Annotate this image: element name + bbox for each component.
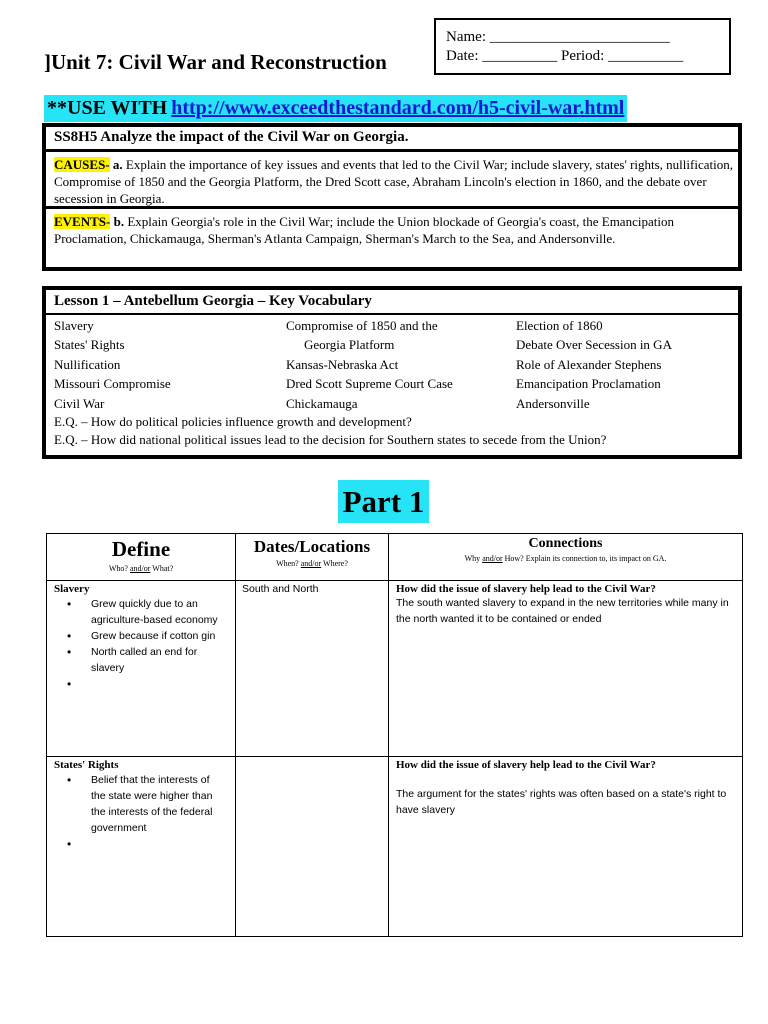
definition-list [47,596,235,692]
table-row [47,581,743,757]
events-letter: b. [113,214,125,229]
definition-item [47,836,235,852]
vocab-term: Andersonville [516,395,590,411]
vocab-term: Slavery [54,318,94,333]
table-header-row [47,534,743,581]
events-row [46,209,738,247]
essential-question-2: E.Q. – How did national political issues lead to the decision for Southern states to secede from the Union? [54,432,607,447]
define-subheader: Who? and/or What? [108,564,174,573]
define-cell[interactable] [47,757,236,937]
vocab-term: Nullification [54,356,121,372]
dates-header: Dates/Locations [253,537,371,556]
dates-header-cell [236,534,389,581]
vocab-term: States' Rights [54,337,125,353]
term-label: Slavery [54,583,90,595]
causes-letter: a. [112,157,123,172]
use-with-banner [44,95,627,122]
standard-box [42,123,742,271]
connection-answer: The south wanted slavery to expand in the new territories while many in the north wanted it to be contained or ended [396,597,729,625]
vocab-term: Civil War [54,395,105,411]
connections-header: Connections [528,536,603,551]
definition-item: • Belief that the interests of the state were higher than the interests of the federal government [47,772,235,836]
vocab-term: Georgia Platform [304,337,395,353]
vocab-term: Role of Alexander Stephens [516,356,662,372]
causes-row [46,152,738,209]
name-date-box [434,18,731,75]
vocab-column-3 [516,316,672,413]
causes-text: Explain the importance of key issues and events that led to the Civil War; include slavery, states' rights, nullification, Compromise of 1850 and the Georgia Platform, the Dred Scott case, Abraham Lincoln's election in 1860, and the debate over secession in Georgia. [54,157,733,206]
vocabulary-box [42,286,742,459]
vocab-term: Missouri Compromise [54,376,171,392]
vocab-column-1 [54,316,171,413]
vocab-column-2 [286,316,453,413]
definition-item: • Grew quickly due to an agriculture-based economy [47,596,235,628]
connections-cell[interactable] [389,757,743,937]
definition-item: • Grew because if cotton gin [47,628,235,644]
standard-heading: SS8H5 Analyze the impact of the Civil War on Georgia. [46,127,738,152]
vocabulary-heading: Lesson 1 – Antebellum Georgia – Key Vocabulary [46,290,738,315]
definition-item: • North called an end for slavery [47,644,235,676]
part-heading: Part 1 [338,480,429,523]
connection-question: How did the issue of slavery help lead to the Civil War? [396,583,656,595]
use-with-label: **USE WITH [47,97,168,119]
page-title: ]Unit 7: Civil War and Reconstruction [44,50,387,74]
vocab-term: Chickamauga [286,395,358,411]
connections-cell[interactable] [389,581,743,757]
events-text: Explain Georgia's role in the Civil War; include the Union blockade of Georgia's coast, the Emancipation Proclamation, Chickamauga, Sherman's Atlanta Campaign, Sherman's March to the Sea, and Andersonville. [54,214,674,246]
define-header: Define [111,537,171,561]
vocab-term: Emancipation Proclamation [516,376,661,392]
notes-table [46,533,743,937]
vocab-term: Kansas-Nebraska Act [286,356,399,372]
vocabulary-columns [46,315,738,413]
connections-subheader: Why and/or How? Explain its connection to, its impact on GA. [464,554,667,563]
define-header-cell [47,534,236,581]
connection-question: How did the issue of slavery help lead to the Civil War? [396,759,656,771]
define-cell[interactable] [47,581,236,757]
date-period-line[interactable]: Date: __________ Period: __________ [446,48,684,64]
connections-header-cell [389,534,743,581]
dates-cell[interactable] [236,581,389,757]
dates-subheader: When? and/or Where? [276,559,348,568]
dates-cell[interactable] [236,757,389,937]
resource-link[interactable]: http://www.exceedthestandard.com/h5-civil-war.html [171,97,625,119]
definition-item [47,676,235,692]
causes-label: CAUSES- [54,157,110,172]
connection-answer: The argument for the states' rights was often based on a state's right to have slavery [396,788,727,816]
essential-question-1: E.Q. – How do political policies influence growth and development? [54,414,412,429]
dates-text [236,757,388,759]
vocab-term: Compromise of 1850 and the [286,318,438,333]
dates-text: South and North [242,583,319,595]
name-line[interactable]: Name: ________________________ [446,29,670,45]
events-label: EVENTS- [54,214,111,229]
term-label: States' Rights [54,759,119,771]
vocab-term: Election of 1860 [516,318,603,333]
table-row [47,757,743,937]
vocab-term: Dred Scott Supreme Court Case [286,376,453,392]
vocab-term: Debate Over Secession in GA [516,337,672,353]
definition-list [47,772,235,852]
